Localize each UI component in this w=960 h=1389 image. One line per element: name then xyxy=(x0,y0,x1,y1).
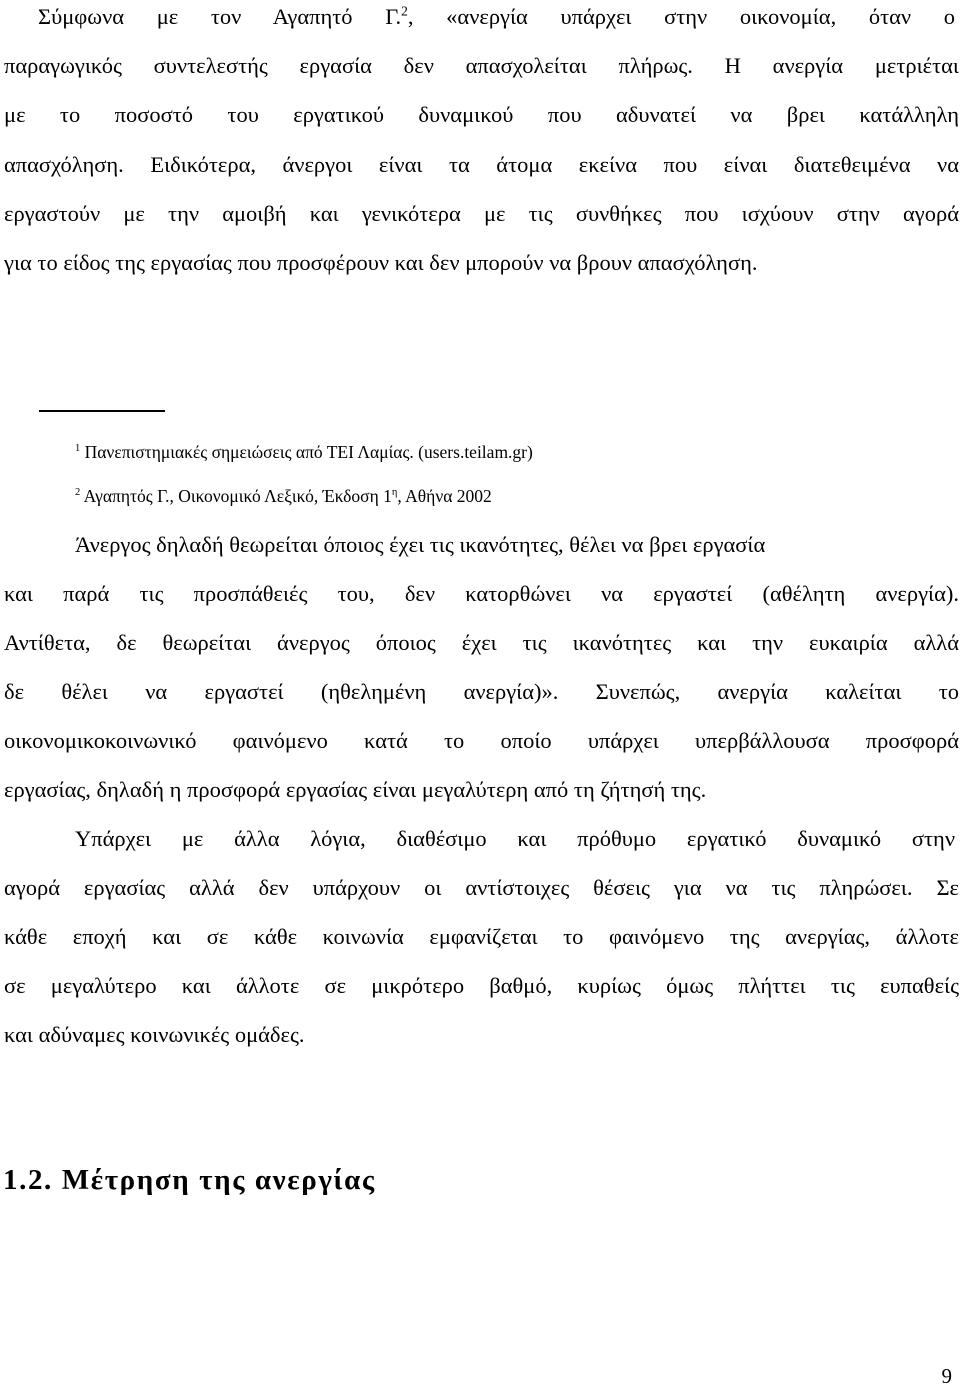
text-line: Σύμφωνα με τον Αγαπητό Γ.$^2$, «ανεργία υπάρχει στην οικονομία, όταν ο xyxy=(38,3,955,29)
footnote-separator xyxy=(39,410,165,412)
text-line: και παρά τις προσπάθειές του, δεν κατορθώνει να εργαστεί (αθέλητη ανεργία). xyxy=(4,581,959,606)
text-line: Άνεργος δηλαδή θεωρείται όποιος έχει τις ικανότητες, θέλει να βρει εργασία xyxy=(75,532,766,557)
text-line: παραγωγικός συντελεστής εργασία δεν απασχολείται πλήρως. Η ανεργία μετριέται xyxy=(4,53,959,78)
footnote-2: $^2$ Αγαπητός Γ., Οικονομικό Λεξικό, Έκδοση $1^\eta$, Αθήνα 2002 xyxy=(75,486,492,506)
text-line: για το είδος της εργασίας που προσφέρουν και δεν μπορούν να βρουν απασχόληση. xyxy=(4,250,758,275)
text-line: εργασίας, δηλαδή η προσφορά εργασίας είναι μεγαλύτερη από τη ζήτησή της. xyxy=(4,777,707,802)
text-line: Αντίθετα, δε θεωρείται άνεργος όποιος έχει τις ικανότητες και την ευκαιρία αλλά xyxy=(4,630,959,655)
text-line: εργαστούν με την αμοιβή και γενικότερα με τις συνθήκες που ισχύουν στην αγορά xyxy=(4,201,959,226)
page-number: 9 xyxy=(941,1364,952,1388)
footnote-1: $^1$ Πανεπιστημιακές σημειώσεις από ΤΕΙ Λαμίας. (users.teilam.gr) xyxy=(75,442,533,462)
text-line: Υπάρχει με άλλα λόγια, διαθέσιμο και πρόθυμο εργατικό δυναμικό στην xyxy=(75,826,955,851)
text-line: απασχόληση. Ειδικότερα, άνεργοι είναι τα άτομα εκείνα που είναι διατεθειμένα να xyxy=(4,152,959,177)
section-heading: 1.2. Μέτρηση της ανεργίας xyxy=(3,1164,376,1196)
text-line: δε θέλει να εργαστεί (ηθελημένη ανεργία)». Συνεπώς, ανεργία καλείται το xyxy=(4,679,959,704)
text-line: και αδύναμες κοινωνικές ομάδες. xyxy=(4,1022,305,1047)
text-line: οικονομικοκοινωνικό φαινόμενο κατά το οποίο υπάρχει υπερβάλλουσα προσφορά xyxy=(4,728,959,753)
text-line: σε μεγαλύτερο και άλλοτε σε μικρότερο βαθμό, κυρίως όμως πλήττει τις ευπαθείς xyxy=(4,973,959,998)
text-line: κάθε εποχή και σε κάθε κοινωνία εμφανίζεται το φαινόμενο της ανεργίας, άλλοτε xyxy=(4,924,959,949)
text-line: με το ποσοστό του εργατικού δυναμικού που αδυνατεί να βρει κατάλληλη xyxy=(4,102,959,127)
footnote-ref: 2 xyxy=(401,3,408,19)
text-line: αγορά εργασίας αλλά δεν υπάρχουν οι αντίστοιχες θέσεις για να τις πληρώσει. Σε xyxy=(4,875,959,900)
